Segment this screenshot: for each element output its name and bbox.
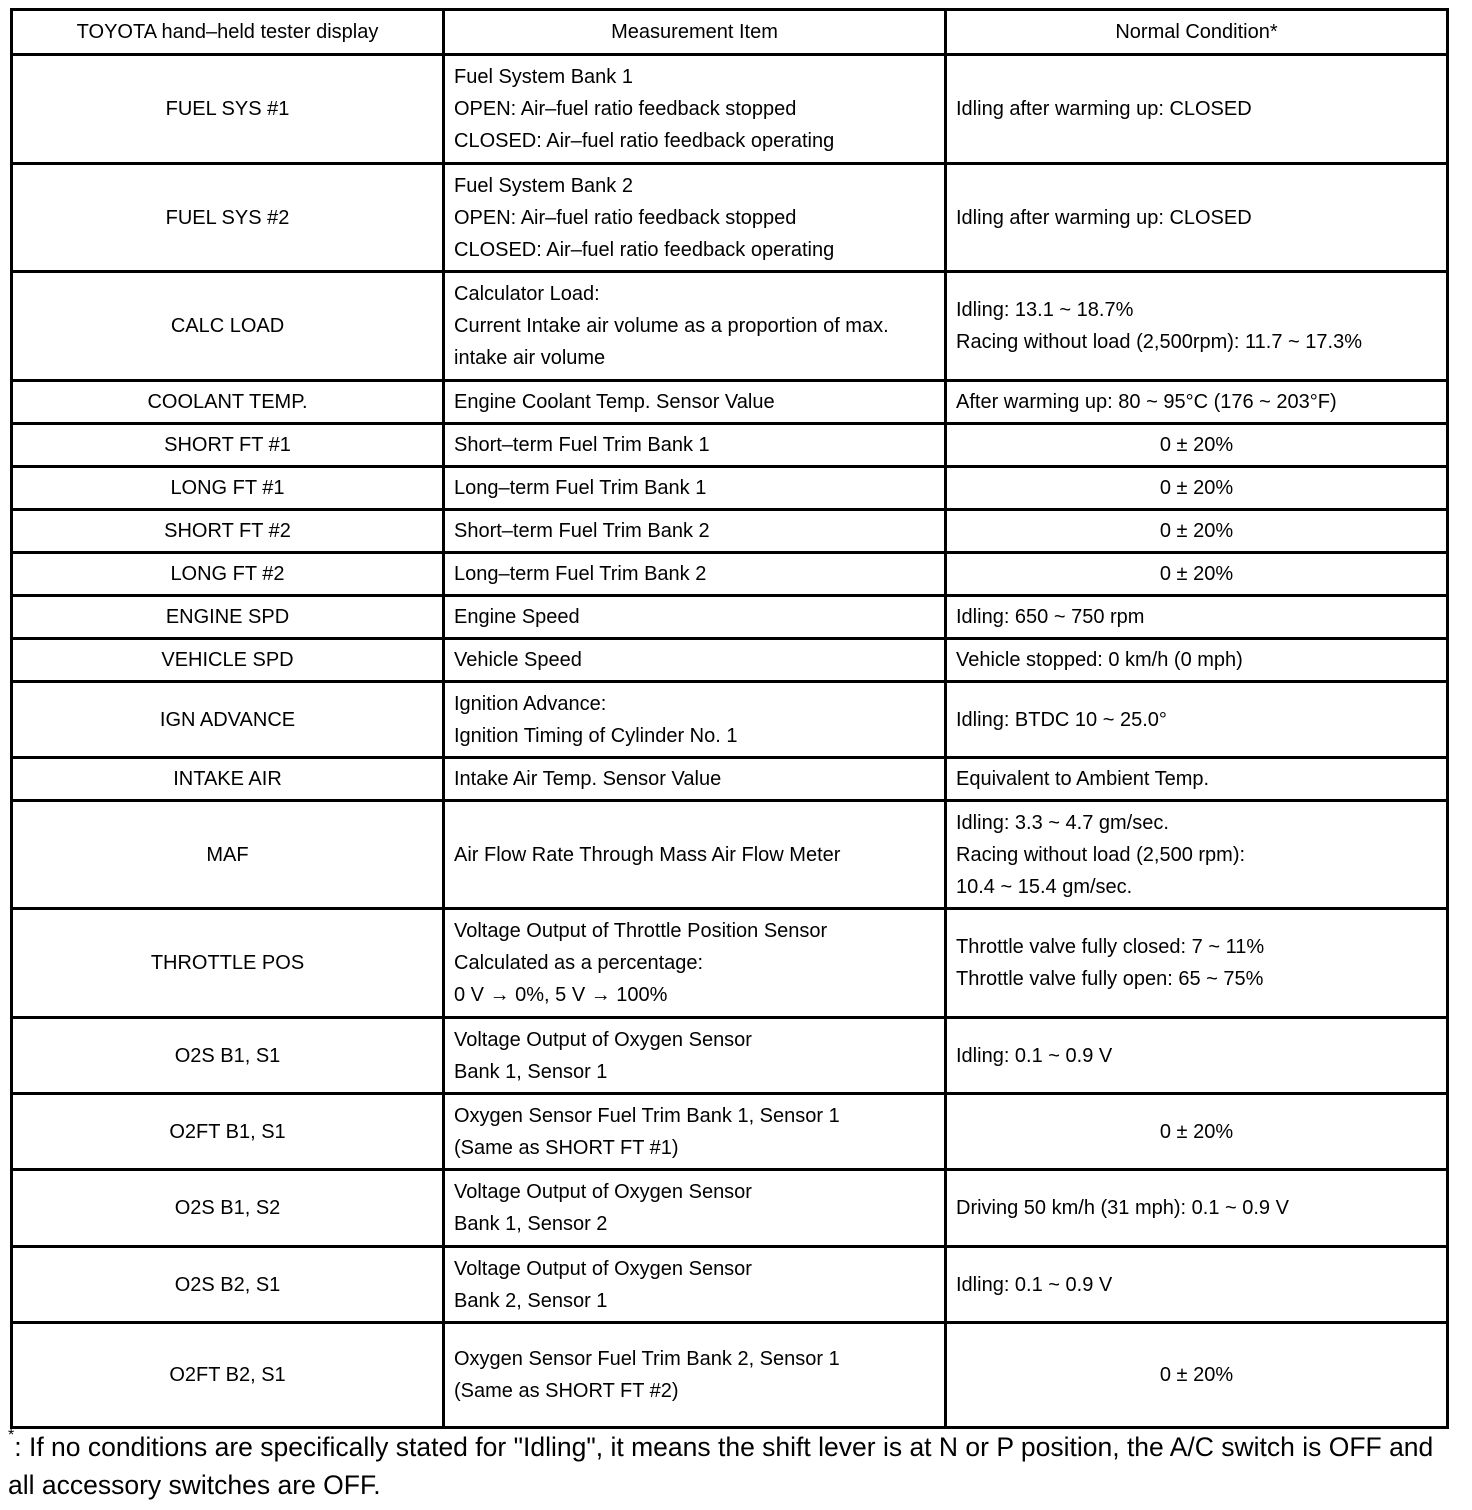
normal-condition-cell — [946, 55, 1448, 164]
measurement-item-cell — [444, 424, 946, 467]
header-measurement-item: Measurement Item — [444, 10, 946, 55]
normal-condition-line: Idling: 650 ~ 750 rpm — [956, 606, 1145, 628]
tester-display-cell: FUEL SYS #2 — [12, 164, 444, 272]
normal-condition-cell — [946, 639, 1448, 682]
measurement-item-line: Engine Coolant Temp. Sensor Value — [454, 391, 775, 413]
tester-display-cell: IGN ADVANCE — [12, 682, 444, 758]
table-row — [12, 909, 1448, 1018]
measurement-item-line: Bank 1, Sensor 2 — [454, 1213, 608, 1235]
normal-condition-cell — [946, 553, 1448, 596]
measurement-item-line: (Same as SHORT FT #1) — [454, 1136, 679, 1159]
measurement-item-line: Air Flow Rate Through Mass Air Flow Meter — [454, 843, 841, 866]
footnote-text: : If no conditions are specifically stated for "Idling", it means the shift lever is at N or P position, the A/C switch is OFF and all accessory switches are OFF. — [8, 1432, 1434, 1500]
measurement-item-line: Short–term Fuel Trim Bank 1 — [454, 434, 710, 456]
tester-display-cell: ENGINE SPD — [12, 596, 444, 639]
normal-condition-cell — [946, 909, 1448, 1018]
normal-condition-cell — [946, 272, 1448, 381]
measurement-item-line: OPEN: Air–fuel ratio feedback stopped — [454, 98, 797, 120]
measurement-item-line: Vehicle Speed — [454, 649, 582, 671]
measurement-item-line: Long–term Fuel Trim Bank 1 — [454, 477, 707, 499]
measurement-item-cell — [444, 682, 946, 758]
measurement-item-line: Short–term Fuel Trim Bank 2 — [454, 520, 710, 542]
table-row — [12, 424, 1448, 467]
table-row — [12, 55, 1448, 164]
table-row — [12, 639, 1448, 682]
normal-condition-cell — [946, 1094, 1448, 1170]
tester-display-cell: THROTTLE POS — [12, 909, 444, 1018]
table-row — [12, 1247, 1448, 1323]
normal-condition-line: Idling: 0.1 ~ 0.9 V — [956, 1273, 1113, 1296]
measurement-item-line: Fuel System Bank 1 — [454, 66, 633, 88]
table-row — [12, 553, 1448, 596]
measurement-item-cell — [444, 639, 946, 682]
tester-display-cell: VEHICLE SPD — [12, 639, 444, 682]
normal-condition-line: Idling: BTDC 10 ~ 25.0° — [956, 708, 1167, 731]
measurement-item-cell — [444, 272, 946, 381]
measurement-item-line: Bank 1, Sensor 1 — [454, 1060, 608, 1083]
tester-display-cell: MAF — [12, 801, 444, 909]
measurement-item-line: Current Intake air volume as a proportion of max. — [454, 315, 889, 337]
normal-condition-cell — [946, 467, 1448, 510]
normal-condition-line: Idling: 3.3 ~ 4.7 gm/sec. — [956, 811, 1169, 834]
measurement-item-line: Calculated as a percentage: — [454, 952, 704, 974]
normal-condition-line: After warming up: 80 ~ 95°C (176 ~ 203°F) — [956, 391, 1337, 413]
measurement-item-line: Voltage Output of Oxygen Sensor — [454, 1181, 752, 1203]
measurement-item-cell — [444, 758, 946, 801]
normal-condition-line: Equivalent to Ambient Temp. — [956, 768, 1210, 790]
table-row — [12, 1018, 1448, 1094]
measurement-item-cell — [444, 1323, 946, 1428]
table-row — [12, 682, 1448, 758]
tester-display-cell: SHORT FT #1 — [12, 424, 444, 467]
tester-display-cell: O2S B1, S2 — [12, 1170, 444, 1247]
measurement-item-cell — [444, 164, 946, 272]
normal-condition-line: 0 ± 20% — [1159, 477, 1234, 499]
normal-condition-line: Racing without load (2,500rpm): 11.7 ~ 17.3% — [956, 331, 1362, 353]
table-row — [12, 510, 1448, 553]
normal-condition-line: Idling after warming up: CLOSED — [956, 206, 1252, 229]
measurement-item-line: CLOSED: Air–fuel ratio feedback operating — [454, 238, 835, 261]
tester-display-cell: LONG FT #1 — [12, 467, 444, 510]
measurement-item-line: Voltage Output of Oxygen Sensor — [454, 1257, 752, 1280]
data-list-table — [10, 8, 1449, 1429]
measurement-item-line: Oxygen Sensor Fuel Trim Bank 2, Sensor 1 — [454, 1348, 840, 1370]
footnote-marker: * — [8, 1427, 15, 1444]
measurement-item-cell — [444, 510, 946, 553]
measurement-item-cell — [444, 381, 946, 424]
table-row — [12, 467, 1448, 510]
tester-display-cell: LONG FT #2 — [12, 553, 444, 596]
normal-condition-cell — [946, 510, 1448, 553]
footnote — [8, 1428, 1464, 1504]
table-body — [12, 55, 1448, 1428]
normal-condition-line: 0 ± 20% — [1159, 434, 1234, 456]
normal-condition-cell — [946, 801, 1448, 909]
header-tester-display: TOYOTA hand–held tester display — [12, 10, 444, 55]
table-row — [12, 1323, 1448, 1428]
tester-display-cell: O2S B1, S1 — [12, 1018, 444, 1094]
measurement-item-cell — [444, 1094, 946, 1170]
normal-condition-line: 0 ± 20% — [1159, 563, 1234, 585]
normal-condition-line: Vehicle stopped: 0 km/h (0 mph) — [956, 649, 1243, 671]
measurement-item-line: Long–term Fuel Trim Bank 2 — [454, 563, 707, 585]
measurement-item-line: Intake Air Temp. Sensor Value — [454, 768, 722, 790]
measurement-item-line: Oxygen Sensor Fuel Trim Bank 1, Sensor 1 — [454, 1104, 840, 1127]
normal-condition-line: Throttle valve fully open: 65 ~ 75% — [956, 968, 1264, 990]
table-row — [12, 381, 1448, 424]
normal-condition-line: 0 ± 20% — [1159, 1364, 1234, 1386]
table-row — [12, 164, 1448, 272]
table-row — [12, 801, 1448, 909]
table-row — [12, 596, 1448, 639]
table-row — [12, 758, 1448, 801]
normal-condition-line: Throttle valve fully closed: 7 ~ 11% — [956, 936, 1265, 958]
normal-condition-cell — [946, 596, 1448, 639]
tester-display-cell: COOLANT TEMP. — [12, 381, 444, 424]
normal-condition-line: 10.4 ~ 15.4 gm/sec. — [956, 875, 1133, 898]
normal-condition-cell — [946, 1247, 1448, 1323]
normal-condition-cell — [946, 381, 1448, 424]
measurement-item-cell — [444, 1247, 946, 1323]
measurement-item-cell — [444, 801, 946, 909]
header-normal-condition: Normal Condition* — [946, 10, 1448, 55]
measurement-item-cell — [444, 1170, 946, 1247]
measurement-item-line: Calculator Load: — [454, 283, 600, 305]
measurement-item-line: OPEN: Air–fuel ratio feedback stopped — [454, 206, 797, 229]
normal-condition-line: Idling: 13.1 ~ 18.7% — [956, 299, 1134, 321]
measurement-item-line: Voltage Output of Oxygen Sensor — [454, 1028, 752, 1051]
measurement-item-line: (Same as SHORT FT #2) — [454, 1380, 679, 1402]
data-list-table-container — [10, 8, 1446, 1429]
normal-condition-line: Racing without load (2,500 rpm): — [956, 843, 1246, 866]
normal-condition-line: Driving 50 km/h (31 mph): 0.1 ~ 0.9 V — [956, 1197, 1289, 1219]
measurement-item-line: Ignition Advance: — [454, 692, 607, 715]
table-row — [12, 1170, 1448, 1247]
normal-condition-cell — [946, 682, 1448, 758]
normal-condition-line: Idling after warming up: CLOSED — [956, 98, 1252, 120]
tester-display-cell: SHORT FT #2 — [12, 510, 444, 553]
normal-condition-cell — [946, 1170, 1448, 1247]
measurement-item-line: CLOSED: Air–fuel ratio feedback operating — [454, 130, 835, 152]
normal-condition-cell — [946, 424, 1448, 467]
measurement-item-line: Ignition Timing of Cylinder No. 1 — [454, 724, 738, 747]
tester-display-cell: INTAKE AIR — [12, 758, 444, 801]
tester-display-cell: CALC LOAD — [12, 272, 444, 381]
normal-condition-line: 0 ± 20% — [1159, 1120, 1234, 1143]
normal-condition-cell — [946, 1323, 1448, 1428]
measurement-item-cell — [444, 553, 946, 596]
measurement-item-line: Fuel System Bank 2 — [454, 174, 633, 197]
measurement-item-cell — [444, 467, 946, 510]
measurement-item-cell — [444, 1018, 946, 1094]
measurement-item-line: Engine Speed — [454, 606, 580, 628]
measurement-item-line: Bank 2, Sensor 1 — [454, 1289, 608, 1312]
measurement-item-cell — [444, 909, 946, 1018]
normal-condition-cell — [946, 1018, 1448, 1094]
tester-display-cell: O2FT B2, S1 — [12, 1323, 444, 1428]
normal-condition-line: Idling: 0.1 ~ 0.9 V — [956, 1044, 1113, 1067]
measurement-item-cell — [444, 55, 946, 164]
normal-condition-line: 0 ± 20% — [1159, 520, 1234, 542]
measurement-item-cell — [444, 596, 946, 639]
measurement-item-line: 0 V → 0%, 5 V → 100% — [454, 984, 668, 1006]
tester-display-cell: O2S B2, S1 — [12, 1247, 444, 1323]
tester-display-cell: O2FT B1, S1 — [12, 1094, 444, 1170]
tester-display-cell: FUEL SYS #1 — [12, 55, 444, 164]
normal-condition-cell — [946, 758, 1448, 801]
measurement-item-line: intake air volume — [454, 347, 606, 369]
table-row — [12, 1094, 1448, 1170]
measurement-item-line: Voltage Output of Throttle Position Sensor — [454, 920, 828, 942]
normal-condition-cell — [946, 164, 1448, 272]
table-header-row — [12, 10, 1448, 55]
table-row — [12, 272, 1448, 381]
